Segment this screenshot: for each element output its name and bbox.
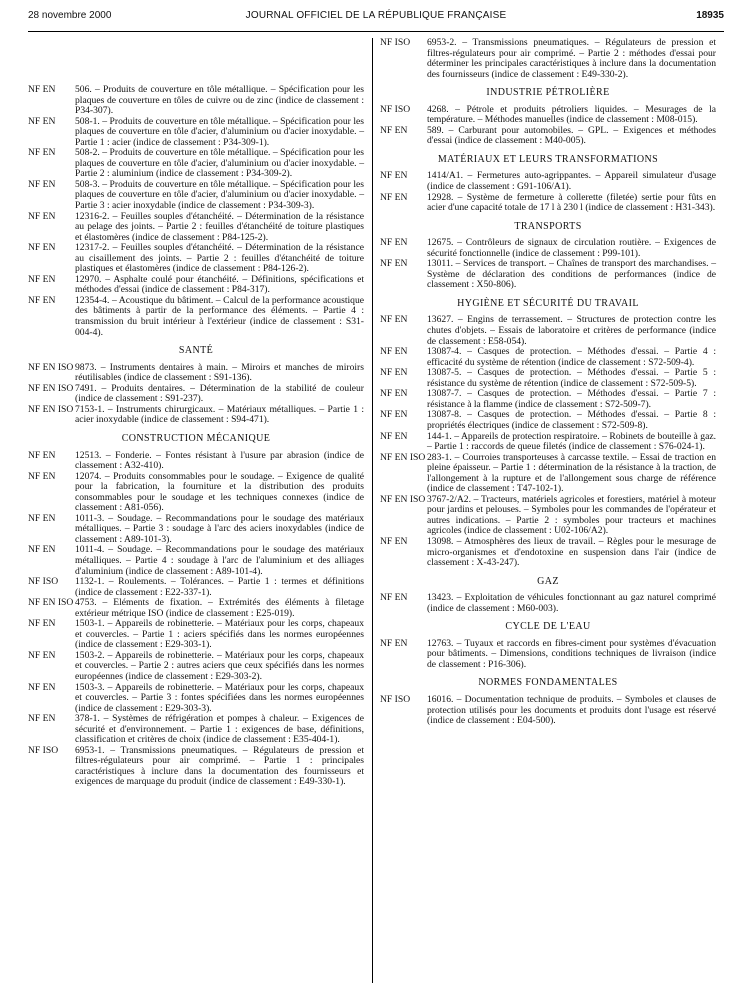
- standard-reference: NF EN: [28, 147, 56, 159]
- standard-reference: NF EN ISO: [28, 597, 74, 609]
- left-column: [28, 85, 364, 788]
- standard-description: 1132-1. – Roulements. – Tolérances. – Partie 1 : termes et définitions (indice de classement : E22-337-1).: [75, 576, 364, 598]
- standard-description: 7153-1. – Instruments chirurgicaux. – Matériaux métalliques. – Partie 1 : acier inoxydable (indice de classement : S94-471).: [75, 403, 364, 426]
- standard-reference: NF EN: [380, 637, 408, 649]
- standards-list-petroliere: [380, 105, 716, 147]
- standard-reference: NF EN: [28, 115, 56, 127]
- standard-description: 1503-2. – Appareils de robinetterie. – Matériaux pour les corps, chapeaux et couvercles. – Partie 2 : autres aciers que ceux spécifiés dans les normes européennes (indice de classement : E29-303-2).: [75, 649, 364, 682]
- standard-description: 508-3. – Produits de couverture en tôle métallique. – Spécification pour les plaques de couverture en tôle d'acier, d'aluminium ou d'acier inoxydable. – Partie 3 : acier inoxydable (indice de classement : P34-309-3).: [75, 178, 364, 212]
- standard-entry: [380, 410, 716, 431]
- standard-entry: [380, 315, 716, 347]
- standard-reference: NF EN ISO: [28, 361, 74, 373]
- standard-entry: [28, 117, 364, 149]
- standard-reference: NF EN: [28, 470, 56, 482]
- standard-entry: [380, 347, 716, 368]
- standard-description: 1011-3. – Soudage. – Recommandations pour le soudage des matériaux métalliques. – Partie 3 : soudage à l'arc des aciers inoxydables (indice de classement : A89-101-3).: [75, 512, 364, 545]
- section-heading-eau: CYCLE DE L'EAU: [505, 621, 591, 633]
- standard-entry: [28, 598, 364, 619]
- page-number: 18935: [696, 10, 724, 21]
- standard-reference: NF EN: [28, 178, 56, 190]
- header-rule: [28, 31, 724, 32]
- standard-description: 12316-2. – Feuilles souples d'étanchéité. – Détermination de la résistance au pelage des joints. – Partie 2 : feuilles d'étanchéité de toiture plastiques et élastomères (indice de classement : P84-125-2).: [75, 210, 364, 243]
- standard-reference: NF EN: [28, 242, 56, 254]
- standard-description: 1503-1. – Appareils de robinetterie. – Matériaux pour les corps, chapeaux et couvercles. – Partie 1 : aciers spécifiés dans les normes européennes (indice de classement : E29-303-1).: [75, 618, 364, 651]
- standards-list-eau: [380, 639, 716, 671]
- standard-description: 12763. – Tuyaux et raccords en fibres-ciment pour systèmes d'évacuation pour bâtiments. – Dimensions, conditions techniques de livraison (indice de classement : P16-306).: [427, 637, 716, 670]
- standard-entry: [28, 451, 364, 472]
- header-date: 28 novembre 2000: [28, 10, 112, 21]
- standards-list-normes: [380, 695, 716, 727]
- standard-reference: NF EN: [380, 191, 408, 203]
- standard-reference: NF EN ISO: [28, 382, 74, 394]
- standard-reference: NF EN: [380, 258, 408, 270]
- section-heading-construction: CONSTRUCTION MÉCANIQUE: [121, 432, 271, 444]
- standard-entry: [380, 238, 716, 259]
- standard-entry: [380, 695, 716, 727]
- standard-reference: NF EN: [28, 512, 56, 524]
- standard-entry: [28, 85, 364, 117]
- standards-list-hygiene: [380, 315, 716, 568]
- standard-description: 378-1. – Systèmes de réfrigération et pompes à chaleur. – Exigences de sécurité et d'environnement. – Partie 1 : exigences de base, définitions, classification et critères de choix (indice de classement : E35-404-1).: [75, 713, 364, 746]
- standard-reference: NF ISO: [28, 576, 59, 588]
- standard-description: 13087-8. – Casques de protection. – Méthodes d'essai. – Partie 8 : propriétés électriques (indice de classement : S72-509-8).: [427, 409, 716, 431]
- standard-description: 508-2. – Produits de couverture en tôle métallique. – Spécification pour les plaques de couverture en tôle d'acier, d'aluminium ou d'acier inoxydable. – Partie 2 : aluminium (indice de classement : P34-309-2).: [75, 147, 364, 180]
- standard-entry: [380, 126, 716, 147]
- standard-description: 13087-5. – Casques de protection. – Méthodes d'essai. – Partie 5 : résistance du système de rétention (indice de classement : S72-509-5).: [427, 367, 716, 389]
- standard-entry: [380, 38, 716, 80]
- standard-entry: [380, 537, 716, 569]
- standard-description: 4268. – Pétrole et produits pétroliers liquides. – Mesurages de la température. – Méthodes manuelles (indice de classement : M08-015).: [427, 103, 716, 126]
- standard-description: 6953-2. – Transmissions pneumatiques. – Régulateurs de pression et filtres-régulateurs pour air comprimé. – Partie 2 : méthodes d'essai pour déterminer les principales caractéristiques à inclure dans la documentation des fournisseurs (indice de classement : E49-330-2).: [427, 37, 716, 80]
- section-heading-normes: NORMES FONDAMENTALES: [478, 677, 618, 689]
- standards-list-transports: [380, 238, 716, 291]
- page-header: [28, 10, 724, 26]
- standard-reference: NF EN: [28, 210, 56, 222]
- standard-reference: NF EN: [28, 713, 56, 725]
- standard-entry: [28, 384, 364, 405]
- standard-entry: [28, 577, 364, 598]
- standard-entry: [28, 746, 364, 788]
- right-column: [380, 38, 716, 727]
- header-title: JOURNAL OFFICIEL DE LA RÉPUBLIQUE FRANÇAISE: [245, 10, 507, 21]
- standard-description: 508-1. – Produits de couverture en tôle métallique. – Spécification pour les plaques de couverture en tôle d'acier, d'aluminium ou d'acier inoxydable. – Partie 1 : acier (indice de classement : P34-309-1).: [75, 115, 364, 148]
- standard-entry: [380, 593, 716, 614]
- standard-description: 1414/A1. – Fermetures auto-agrippantes. – Appareil simulateur d'usage (indice de classement : G91-106/A1).: [427, 170, 716, 193]
- standard-description: 13011. – Services de transport. – Chaînes de transport des marchandises. – Système de déclaration des conditions de performances (indice de classement : X50-806).: [427, 258, 716, 291]
- standard-reference: NF EN: [380, 124, 408, 136]
- standard-entry: [380, 639, 716, 671]
- standard-description: 506. – Produits de couverture en tôle métallique. – Spécification pour les plaques de couverture en tôles de cuivre ou de zinc (indice de classement : P34-307).: [75, 84, 364, 117]
- standard-description: 12513. – Fonderie. – Fontes résistant à l'usure par abrasion (indice de classement : A32-410).: [75, 449, 364, 472]
- standard-reference: NF ISO: [380, 103, 411, 115]
- standard-reference: NF EN: [380, 388, 408, 400]
- standard-description: 6953-1. – Transmissions pneumatiques. – Régulateurs de pression et filtres-régulateurs pour air comprimé. – Partie 1 : principales caractéristiques à inclure dans la documentation des fournisseurs et exigences de marquage du produit (indice de classement : E49-330-1).: [75, 744, 364, 788]
- standard-description: 13627. – Engins de terrassement. – Structures de protection contre les chutes d'objets. – Essais de laboratoire et critères de performance (indice de classement : E58-054).: [427, 314, 716, 347]
- standard-reference: NF ISO: [380, 693, 411, 705]
- standard-entry: [380, 432, 716, 453]
- column-divider: [372, 38, 373, 983]
- standard-reference: NF EN: [28, 618, 56, 630]
- standard-description: 13087-7. – Casques de protection. – Méthodes d'essai. – Partie 7 : résistance à la flamme (indice de classement : S72-509-7).: [427, 388, 716, 410]
- standard-description: 3767-2/A2. – Tracteurs, matériels agricoles et forestiers, matériel à moteur pour jardins et pelouses. – Symboles pour les commandes de l'opérateur et autres indications. – Partie 2 : symboles pour tracteurs et machines agricoles (indice de classement : U02-106/A2).: [427, 493, 716, 537]
- section-heading-gaz: GAZ: [537, 575, 559, 587]
- standard-entry: [380, 389, 716, 410]
- standard-entry: [28, 243, 364, 275]
- standard-reference: NF EN: [28, 649, 56, 661]
- standard-description: 16016. – Documentation technique de produits. – Symboles et clauses de protection utilisés pour les documents et produits dont l'usage est réservé (indice de classement : E04-500).: [427, 693, 716, 727]
- standard-entry: [28, 363, 364, 384]
- section-heading-materiaux: MATÉRIAUX ET LEURS TRANSFORMATIONS: [437, 153, 659, 165]
- standard-entry: [28, 683, 364, 715]
- standard-entry: [28, 180, 364, 212]
- standard-reference: NF EN: [380, 592, 408, 604]
- standard-description: 12074. – Produits consommables pour le soudage. – Exigence de qualité pour la fabrication, la fourniture et la distribution des produits consommables pour le soudage et les techniques connexes (indice de classement : A81-056).: [75, 470, 364, 514]
- standard-description: 1011-4. – Soudage. – Recommandations pour le soudage des matériaux métalliques. – Partie 4 : soudage à l'arc de l'aluminium et des alliages d'aluminium (indice de classement : A89-101-4).: [75, 544, 364, 577]
- section-heading-petroliere: INDUSTRIE PÉTROLIÈRE: [486, 87, 610, 99]
- standards-list-gaz: [380, 593, 716, 614]
- standard-description: 12354-4. – Acoustique du bâtiment. – Calcul de la performance acoustique des bâtiments à partir de la performance des éléments. – Partie 4 : transmission du bruit intérieur à l'extérieur (indice de classement : S31-004-4).: [75, 294, 364, 338]
- standard-description: 4753. – Eléments de fixation. – Extrémités des éléments à filetage extérieur métrique ISO (indice de classement : E25-019).: [75, 597, 364, 619]
- standard-entry: [28, 545, 364, 577]
- standard-reference: NF EN: [28, 449, 56, 461]
- standard-entry: [28, 275, 364, 296]
- standard-reference: NF EN: [380, 409, 408, 421]
- standard-description: 589. – Carburant pour automobiles. – GPL. – Exigences et méthodes d'essai (indice de classement : M40-005).: [427, 124, 716, 147]
- standard-reference: NF EN: [28, 681, 56, 693]
- standard-description: 283-1. – Courroies transporteuses à carcasse textile. – Essai de traction en pleine épaisseur. – Partie 1 : détermination de la résistance à la traction, de l'allongement à la rupture et de l'allongement sous charge de référence (indice de classement : T47-102-1).: [427, 451, 716, 495]
- section-heading-sante: SANTÉ: [178, 345, 214, 357]
- standard-reference: NF EN: [380, 346, 408, 358]
- standard-description: 144-1. – Appareils de protection respiratoire. – Robinets de bouteille à gaz. – Partie 1 : raccords de queue filetés (indice de classement : S76-024-1).: [427, 430, 716, 453]
- section-heading-transports: TRANSPORTS: [514, 220, 582, 232]
- standard-entry: [28, 212, 364, 244]
- standard-entry: [28, 405, 364, 426]
- section-heading-hygiene: HYGIÈNE ET SÉCURITÉ DU TRAVAIL: [457, 297, 639, 309]
- standard-reference: NF EN ISO: [28, 403, 74, 415]
- standard-reference: NF EN: [380, 237, 408, 249]
- standard-reference: NF EN: [380, 367, 408, 379]
- standard-reference: NF EN ISO: [380, 493, 426, 505]
- standard-description: 12928. – Système de fermeture à collerette (filetée) sertie pour fûts en acier d'une capacité totale de 17 l à 230 l (indice de classement : H31-343).: [427, 191, 716, 214]
- standard-reference: NF EN: [380, 430, 408, 442]
- standard-entry: [380, 171, 716, 192]
- standards-list-building: [28, 85, 364, 338]
- standard-description: 9873. – Instruments dentaires à main. – Miroirs et manches de miroirs réutilisables (indice de classement : S91-136).: [75, 361, 364, 384]
- standard-reference: NF EN: [380, 535, 408, 547]
- standard-reference: NF EN: [28, 84, 56, 95]
- standard-entry: [380, 368, 716, 389]
- standard-description: 12970. – Asphalte coulé pour étanchéité. – Définitions, spécifications et méthodes d'essai (indice de classement : P84-317).: [75, 273, 364, 296]
- standards-list-materiaux: [380, 171, 716, 213]
- standards-list-construction: [28, 451, 364, 789]
- standard-description: 12675. – Contrôleurs de signaux de circulation routière. – Exigences de sécurité fonctionnelle (indice de classement : P99-101).: [427, 237, 716, 259]
- standard-entry: [380, 259, 716, 291]
- standards-list-pneumatic: [380, 38, 716, 80]
- standard-reference: NF EN: [380, 314, 408, 326]
- standard-description: 7491. – Produits dentaires. – Détermination de la stabilité de couleur (indice de classement : S91-237).: [75, 382, 364, 405]
- standard-reference: NF EN: [28, 273, 56, 285]
- standard-entry: [28, 651, 364, 683]
- standard-reference: NF ISO: [28, 744, 59, 756]
- standard-reference: NF EN: [28, 294, 56, 306]
- standard-description: 13087-4. – Casques de protection. – Méthodes d'essai. – Partie 4 : efficacité du système de rétention (indice de classement : S72-509-4).: [427, 346, 716, 368]
- standard-entry: [28, 296, 364, 338]
- standard-entry: [380, 193, 716, 214]
- standards-list-sante: [28, 363, 364, 426]
- standard-entry: [380, 453, 716, 495]
- standard-entry: [28, 714, 364, 746]
- standard-reference: NF EN: [28, 544, 56, 556]
- standard-entry: [380, 105, 716, 126]
- standard-description: 1503-3. – Appareils de robinetterie. – Matériaux pour les corps, chapeaux et couvercles. – Partie 3 : fontes spécifiées dans les normes européennes (indice de classement : E29-303-3).: [75, 681, 364, 714]
- standard-entry: [28, 472, 364, 514]
- standard-reference: NF ISO: [380, 37, 411, 48]
- standard-reference: NF EN: [380, 170, 408, 182]
- standard-entry: [380, 495, 716, 537]
- standard-description: 12317-2. – Feuilles souples d'étanchéité. – Détermination de la résistance au cisaillement des joints. – Partie 2 : feuilles d'étanchéité de toiture plastiques et élastomères (indice de classement : P84-126-2).: [75, 242, 364, 275]
- standard-entry: [28, 514, 364, 546]
- standard-reference: NF EN ISO: [380, 451, 426, 463]
- standard-entry: [28, 148, 364, 180]
- standard-entry: [28, 619, 364, 651]
- standard-description: 13423. – Exploitation de véhicules fonctionnant au gaz naturel comprimé (indice de classement : M60-003).: [427, 592, 716, 614]
- standard-description: 13098. – Atmosphères des lieux de travail. – Règles pour le mesurage de micro-organismes et d'endotoxine en suspension dans l'air (indice de classement : X-43-247).: [427, 535, 716, 569]
